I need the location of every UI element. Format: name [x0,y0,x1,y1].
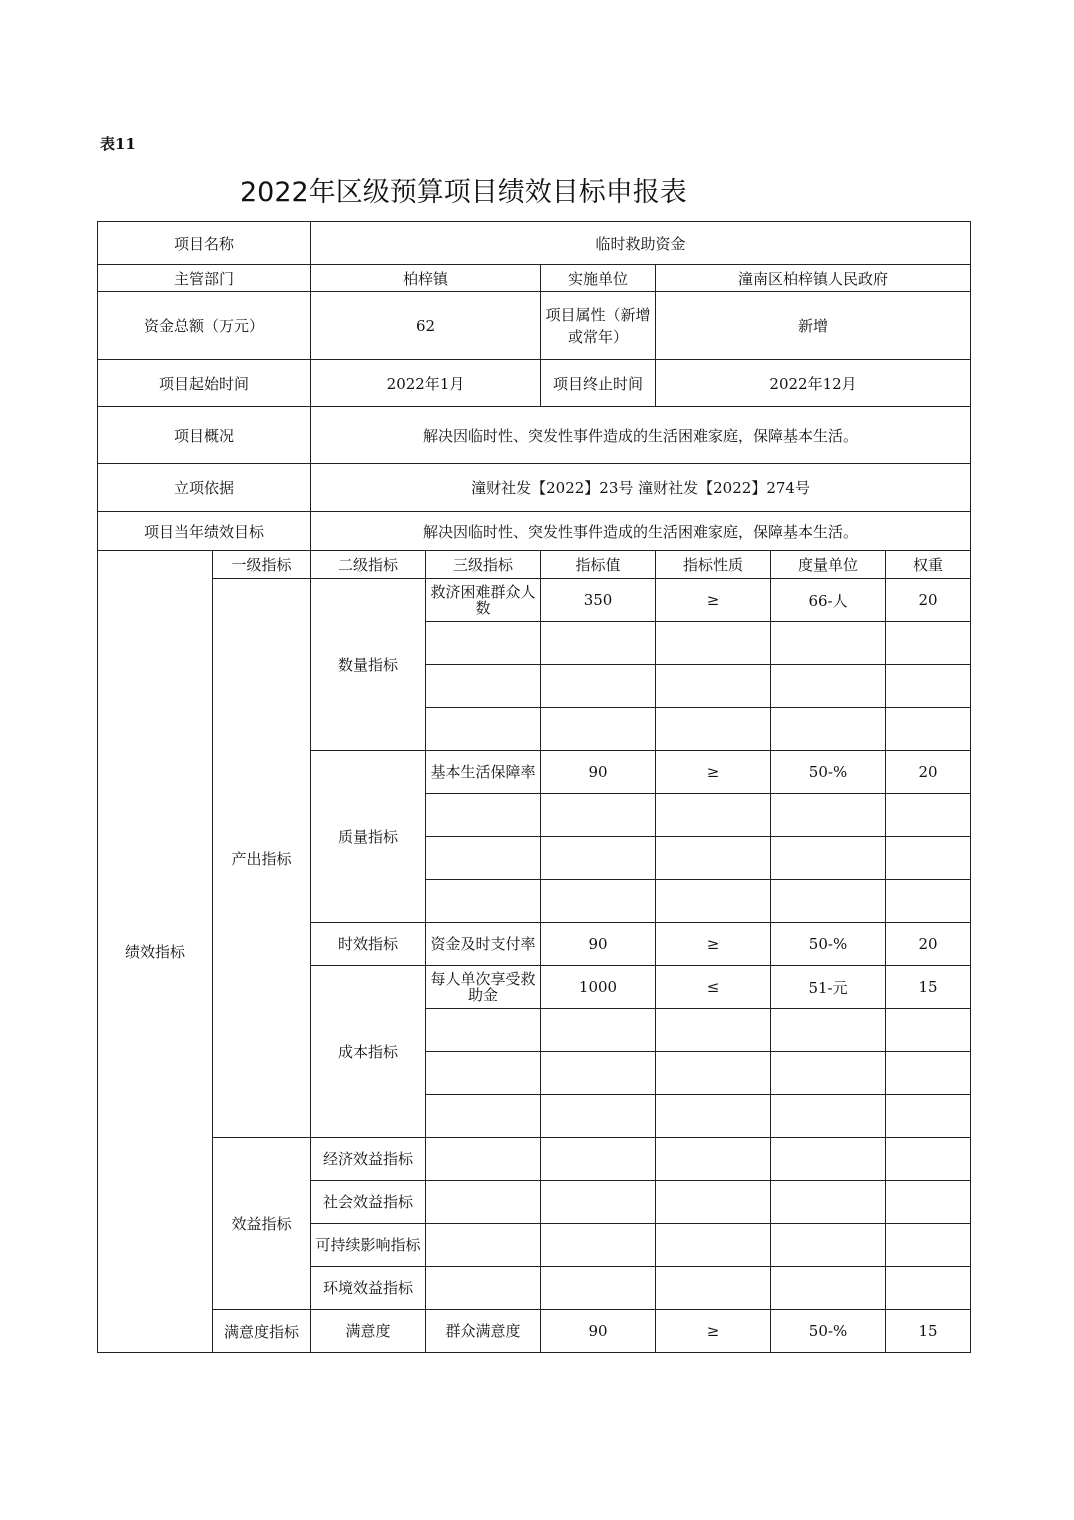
end-label: 项目终止时间 [541,360,656,407]
fund-label: 资金总额（万元） [98,292,311,360]
overview-label: 项目概况 [98,407,311,464]
metric-value: 1000 [541,966,656,1009]
output-indicators-label: 产出指标 [213,579,311,1138]
header-level2: 二级指标 [311,551,426,579]
performance-indicators-label: 绩效指标 [98,551,213,1353]
metric-weight: 15 [886,1310,971,1353]
header-value: 指标值 [541,551,656,579]
fund-value: 62 [311,292,541,360]
metric-value: 350 [541,579,656,622]
sustainability-label: 可持续影响指标 [311,1224,426,1267]
start-value: 2022年1月 [311,360,541,407]
metric-nature: ≥ [656,751,771,794]
header-nature: 指标性质 [656,551,771,579]
metric-name: 每人单次享受救助金 [426,966,541,1009]
start-label: 项目起始时间 [98,360,311,407]
impl-label: 实施单位 [541,265,656,292]
performance-target-form [97,221,971,1353]
metric-unit: 51-元 [771,966,886,1009]
header-level3: 三级指标 [426,551,541,579]
cost-indicators-label: 成本指标 [311,966,426,1138]
end-value: 2022年12月 [656,360,971,407]
metric-weight: 15 [886,966,971,1009]
header-level1: 一级指标 [213,551,311,579]
metric-name: 资金及时支付率 [426,923,541,966]
header-unit: 度量单位 [771,551,886,579]
satisfaction-label: 满意度 [311,1310,426,1353]
metric-weight: 20 [886,579,971,622]
metric-nature: ≤ [656,966,771,1009]
attr-value: 新增 [656,292,971,360]
metric-weight: 20 [886,751,971,794]
project-name-value: 临时救助资金 [311,222,971,265]
page-title: 2022年区级预算项目绩效目标申报表 [240,177,687,208]
basis-label: 立项依据 [98,464,311,512]
metric-name: 救济困难群众人数 [426,579,541,622]
metric-nature: ≥ [656,923,771,966]
economic-benefit-label: 经济效益指标 [311,1138,426,1181]
overview-value: 解决因临时性、突发性事件造成的生活困难家庭，保障基本生活。 [311,407,971,464]
metric-name: 群众满意度 [426,1310,541,1353]
metric-weight: 20 [886,923,971,966]
metric-value: 90 [541,923,656,966]
attr-label: 项目属性（新增或常年） [541,292,656,360]
goal-value: 解决因临时性、突发性事件造成的生活困难家庭，保障基本生活。 [311,512,971,551]
dept-label: 主管部门 [98,265,311,292]
benefit-indicators-label: 效益指标 [213,1138,311,1310]
project-name-label: 项目名称 [98,222,311,265]
basis-value: 潼财社发【2022】23号 潼财社发【2022】274号 [311,464,971,512]
social-benefit-label: 社会效益指标 [311,1181,426,1224]
impl-value: 潼南区柏梓镇人民政府 [656,265,971,292]
metric-unit: 50-% [771,751,886,794]
metric-value: 90 [541,751,656,794]
goal-label: 项目当年绩效目标 [98,512,311,551]
metric-nature: ≥ [656,579,771,622]
metric-name: 基本生活保障率 [426,751,541,794]
metric-unit: 50-% [771,1310,886,1353]
environmental-benefit-label: 环境效益指标 [311,1267,426,1310]
header-weight: 权重 [886,551,971,579]
satisfaction-indicators-label: 满意度指标 [213,1310,311,1353]
table-number: 表11 [100,135,136,153]
metric-unit: 66-人 [771,579,886,622]
metric-nature: ≥ [656,1310,771,1353]
dept-value: 柏梓镇 [311,265,541,292]
metric-unit: 50-% [771,923,886,966]
quality-indicators-label: 质量指标 [311,751,426,923]
quantity-indicators-label: 数量指标 [311,579,426,751]
timeliness-indicators-label: 时效指标 [311,923,426,966]
metric-value: 90 [541,1310,656,1353]
